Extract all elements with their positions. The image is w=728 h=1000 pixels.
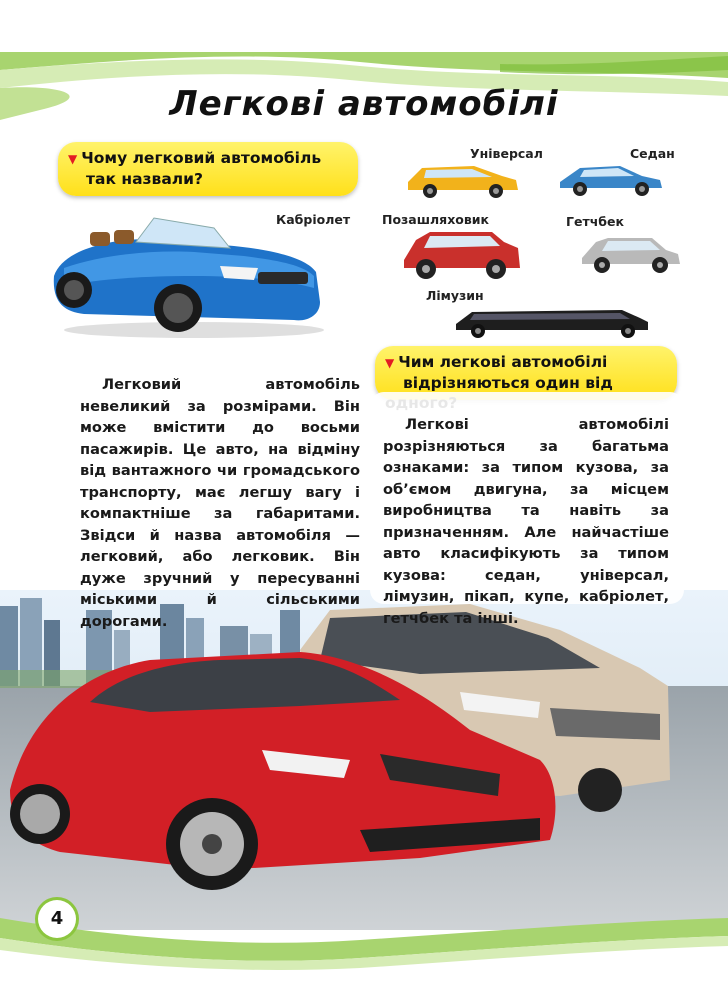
bottom-green-wave bbox=[0, 880, 728, 1000]
question-1-line-2: так назвали? bbox=[86, 170, 204, 188]
label-sedan: Седан bbox=[630, 146, 675, 161]
label-suv: Позашляховик bbox=[382, 212, 490, 227]
paragraph-2: Легкові автомобілі розрізняються за багатьма ознаками: за типом кузова, за об’ємом двигуна, за місцем виробництва та навіть за призначенням. Але найчастіше авто класифікують за типом кузова: седан, універсал, лімузин, пікап, купе, кабріолет, гетчбек та інші. bbox=[383, 416, 669, 627]
hatchback-car-image bbox=[578, 230, 684, 274]
red-triangle-icon: ▼ bbox=[385, 356, 395, 370]
suv-car-image bbox=[400, 226, 524, 282]
universal-car-image bbox=[404, 160, 522, 200]
city-cars-scene bbox=[0, 590, 728, 930]
question-2-line-2: відрізняються один від bbox=[403, 374, 613, 392]
paragraph-1: Легковий автомобіль невеликий за розмірами. Він може вмістити до восьми пасажирів. Це авто, на відміну від вантажного чи громадського транспорту, має легшу вагу і компактніше за габаритами. Звідси й назва автомобіля — легковий, або легковик. Він дуже зручний у пересуванні міськими й сільськими дорогами. bbox=[80, 376, 360, 630]
limousine-car-image bbox=[452, 300, 652, 340]
question-1-line-1: Чому легковий автомобіль bbox=[81, 149, 322, 167]
question-box-1 bbox=[58, 142, 358, 196]
top-green-wave bbox=[0, 0, 728, 160]
label-universal: Універсал bbox=[470, 146, 543, 161]
label-hatchback: Гетчбек bbox=[566, 214, 624, 229]
label-cabriolet: Кабріолет bbox=[276, 212, 351, 227]
sedan-car-image bbox=[556, 158, 666, 198]
cabriolet-car-image bbox=[44, 206, 326, 346]
page-number: 4 bbox=[38, 900, 76, 938]
label-limousine: Лімузин bbox=[426, 288, 484, 303]
red-triangle-icon: ▼ bbox=[68, 152, 78, 166]
page-title: Легкові автомобілі bbox=[169, 84, 559, 124]
question-2-line-1: Чим легкові автомобілі bbox=[398, 353, 608, 371]
